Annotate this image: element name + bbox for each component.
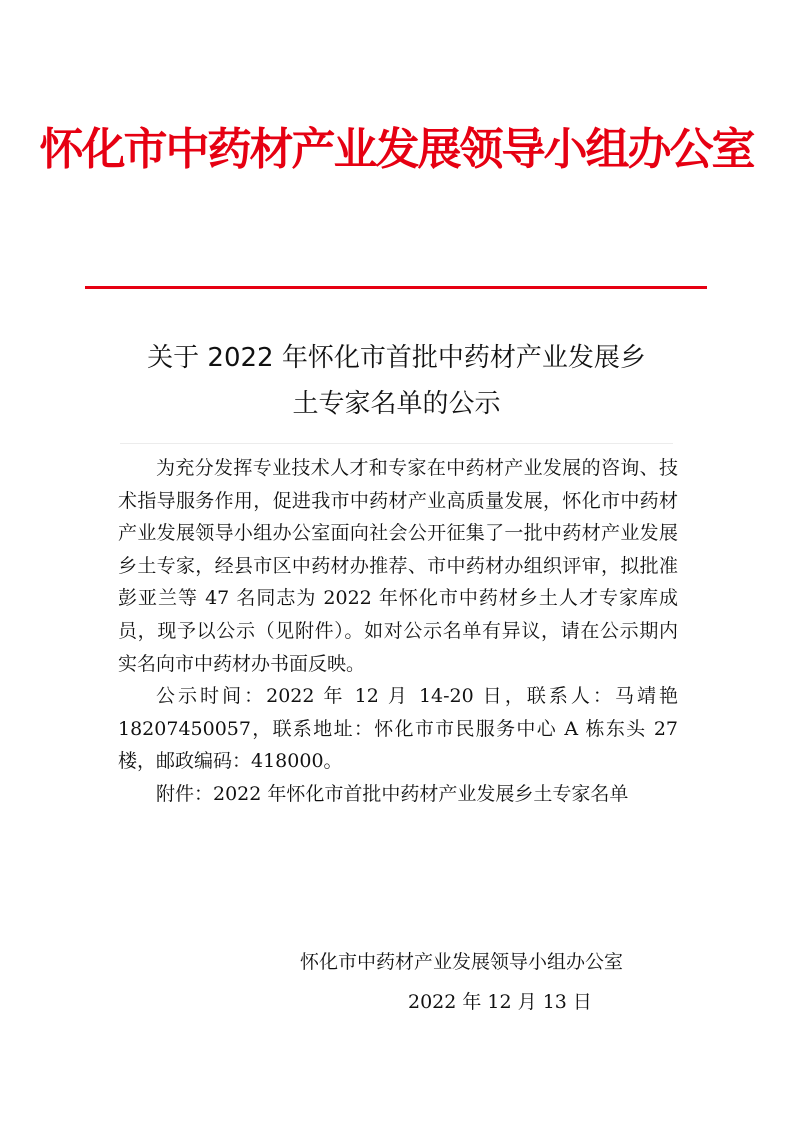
body-paragraph-announcement: 为充分发挥专业技术人才和专家在中药材产业发展的咨询、技术指导服务作用，促进我市中药材产业高质量发展，怀化市中药材产业发展领导小组办公室面向社会公开征集了一批中药材产业发展乡土专家，经县市区中药材办推荐、市中药材办组织评审，拟批准彭亚兰等 47 名同志为 2022 年怀化市中药材乡土人才专家库成员，现予以公示（见附件）。如对公示名单有异议，请在公示期内实名向市中药材办书面反映。 <box>118 457 678 675</box>
body-paragraph-attachment: 附件：2022 年怀化市首批中药材产业发展乡土专家名单 <box>156 782 629 805</box>
document-title-line-2: 土专家名单的公示 <box>292 389 501 419</box>
title-divider <box>120 443 673 444</box>
masthead-title: 怀化市中药材产业发展领导小组办公室 <box>39 124 754 175</box>
document-body <box>118 452 678 811</box>
body-paragraph-contact: 公示时间：2022 年 12 月 14-20 日，联系人：马靖艳 18207450057，联系地址：怀化市市民服务中心 A 栋东头 27 楼，邮政编码：418000。 <box>118 685 678 773</box>
signature-date: 2022 年 12 月 13 日 <box>408 991 592 1013</box>
masthead-divider <box>85 286 707 289</box>
document-title-line-1: 关于 2022 年怀化市首批中药材产业发展乡 <box>147 343 646 373</box>
signature-organization: 怀化市中药材产业发展领导小组办公室 <box>300 951 624 973</box>
document-title <box>100 335 693 427</box>
